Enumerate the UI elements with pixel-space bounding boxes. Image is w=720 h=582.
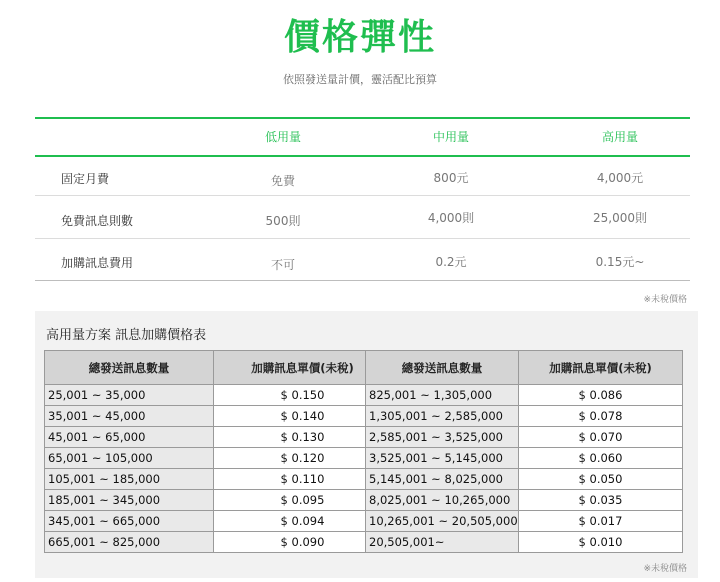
row-label-monthly-fee: 固定月費 — [61, 172, 110, 186]
quantity-range-cell: 25,001 ~ 35,000 — [45, 385, 214, 406]
unit-price-cell: $ 0.150 — [214, 385, 392, 406]
unit-price-cell: $ 0.017 — [519, 511, 683, 532]
table-row — [366, 532, 683, 553]
quantity-range-cell: 65,001 ~ 105,000 — [45, 448, 214, 469]
rate-table-title: 高用量方案 訊息加購價格表 — [46, 328, 207, 343]
quantity-range-cell: 45,001 ~ 65,000 — [45, 427, 214, 448]
cell-monthly-fee-high: 4,000元 — [596, 171, 644, 185]
table-row — [45, 511, 392, 532]
column-header-unit-price: 加購訊息單價(未稅) — [214, 351, 392, 385]
quantity-range-cell: 1,305,001 ~ 2,585,000 — [366, 406, 519, 427]
quantity-range-cell: 10,265,001 ~ 20,505,000 — [366, 511, 519, 532]
quantity-range-cell: 825,001 ~ 1,305,000 — [366, 385, 519, 406]
unit-price-cell: $ 0.130 — [214, 427, 392, 448]
page-title: 價格彈性 — [283, 17, 436, 58]
quantity-range-cell: 20,505,001~ — [366, 532, 519, 553]
cell-extra-fee-low: 不可 — [270, 258, 295, 272]
quantity-range-cell: 185,001 ~ 345,000 — [45, 490, 214, 511]
column-header-high: 高用量 — [601, 130, 638, 144]
quantity-range-cell: 8,025,001 ~ 10,265,000 — [366, 490, 519, 511]
unit-price-cell: $ 0.090 — [214, 532, 392, 553]
table-row — [45, 532, 392, 553]
row-divider — [35, 238, 690, 239]
table-row — [366, 406, 683, 427]
unit-price-cell: $ 0.095 — [214, 490, 392, 511]
unit-price-cell: $ 0.035 — [519, 490, 683, 511]
column-header-unit-price: 加購訊息單價(未稅) — [519, 351, 683, 385]
table-row — [366, 490, 683, 511]
cell-monthly-fee-low: 免費 — [270, 174, 295, 188]
table-row — [45, 385, 392, 406]
rate-table-left — [44, 350, 392, 553]
cell-extra-fee-high: 0.15元~ — [595, 255, 645, 269]
cell-free-messages-mid: 4,000則 — [427, 211, 475, 225]
quantity-range-cell: 2,585,001 ~ 3,525,000 — [366, 427, 519, 448]
column-header-quantity: 總發送訊息數量 — [366, 351, 519, 385]
row-divider — [35, 195, 690, 196]
column-header-low: 低用量 — [264, 130, 301, 144]
table-row — [366, 448, 683, 469]
unit-price-cell: $ 0.110 — [214, 469, 392, 490]
cell-free-messages-high: 25,000則 — [593, 211, 647, 225]
table-row — [366, 511, 683, 532]
row-label-extra-fee: 加購訊息費用 — [61, 256, 134, 270]
quantity-range-cell: 665,001 ~ 825,000 — [45, 532, 214, 553]
table-bottom-rule — [35, 280, 690, 281]
table-row — [45, 427, 392, 448]
tax-note: ※未稅價格 — [643, 295, 687, 305]
unit-price-cell: $ 0.010 — [519, 532, 683, 553]
quantity-range-cell: 345,001 ~ 665,000 — [45, 511, 214, 532]
column-header-quantity: 總發送訊息數量 — [45, 351, 214, 385]
column-header-mid: 中用量 — [432, 130, 469, 144]
unit-price-cell: $ 0.070 — [519, 427, 683, 448]
cell-free-messages-low: 500則 — [265, 214, 301, 228]
quantity-range-cell: 5,145,001 ~ 8,025,000 — [366, 469, 519, 490]
unit-price-cell: $ 0.140 — [214, 406, 392, 427]
unit-price-cell: $ 0.060 — [519, 448, 683, 469]
tax-note: ※未稅價格 — [643, 564, 687, 574]
unit-price-cell: $ 0.094 — [214, 511, 392, 532]
quantity-range-cell: 105,001 ~ 185,000 — [45, 469, 214, 490]
table-row — [366, 385, 683, 406]
table-row — [366, 469, 683, 490]
row-label-free-messages: 免費訊息則數 — [61, 214, 134, 228]
unit-price-cell: $ 0.120 — [214, 448, 392, 469]
quantity-range-cell: 3,525,001 ~ 5,145,000 — [366, 448, 519, 469]
unit-price-cell: $ 0.078 — [519, 406, 683, 427]
cell-monthly-fee-mid: 800元 — [433, 171, 469, 185]
unit-price-cell: $ 0.086 — [519, 385, 683, 406]
page-subtitle: 依照發送量計價，靈活配比預算 — [283, 73, 437, 86]
table-row — [45, 406, 392, 427]
table-row — [45, 448, 392, 469]
rate-table-right — [365, 350, 683, 553]
quantity-range-cell: 35,001 ~ 45,000 — [45, 406, 214, 427]
table-row — [45, 469, 392, 490]
table-top-rule — [35, 117, 690, 119]
header-rule — [35, 155, 690, 157]
table-row — [366, 427, 683, 448]
cell-extra-fee-mid: 0.2元 — [435, 255, 467, 269]
unit-price-cell: $ 0.050 — [519, 469, 683, 490]
table-row — [45, 490, 392, 511]
